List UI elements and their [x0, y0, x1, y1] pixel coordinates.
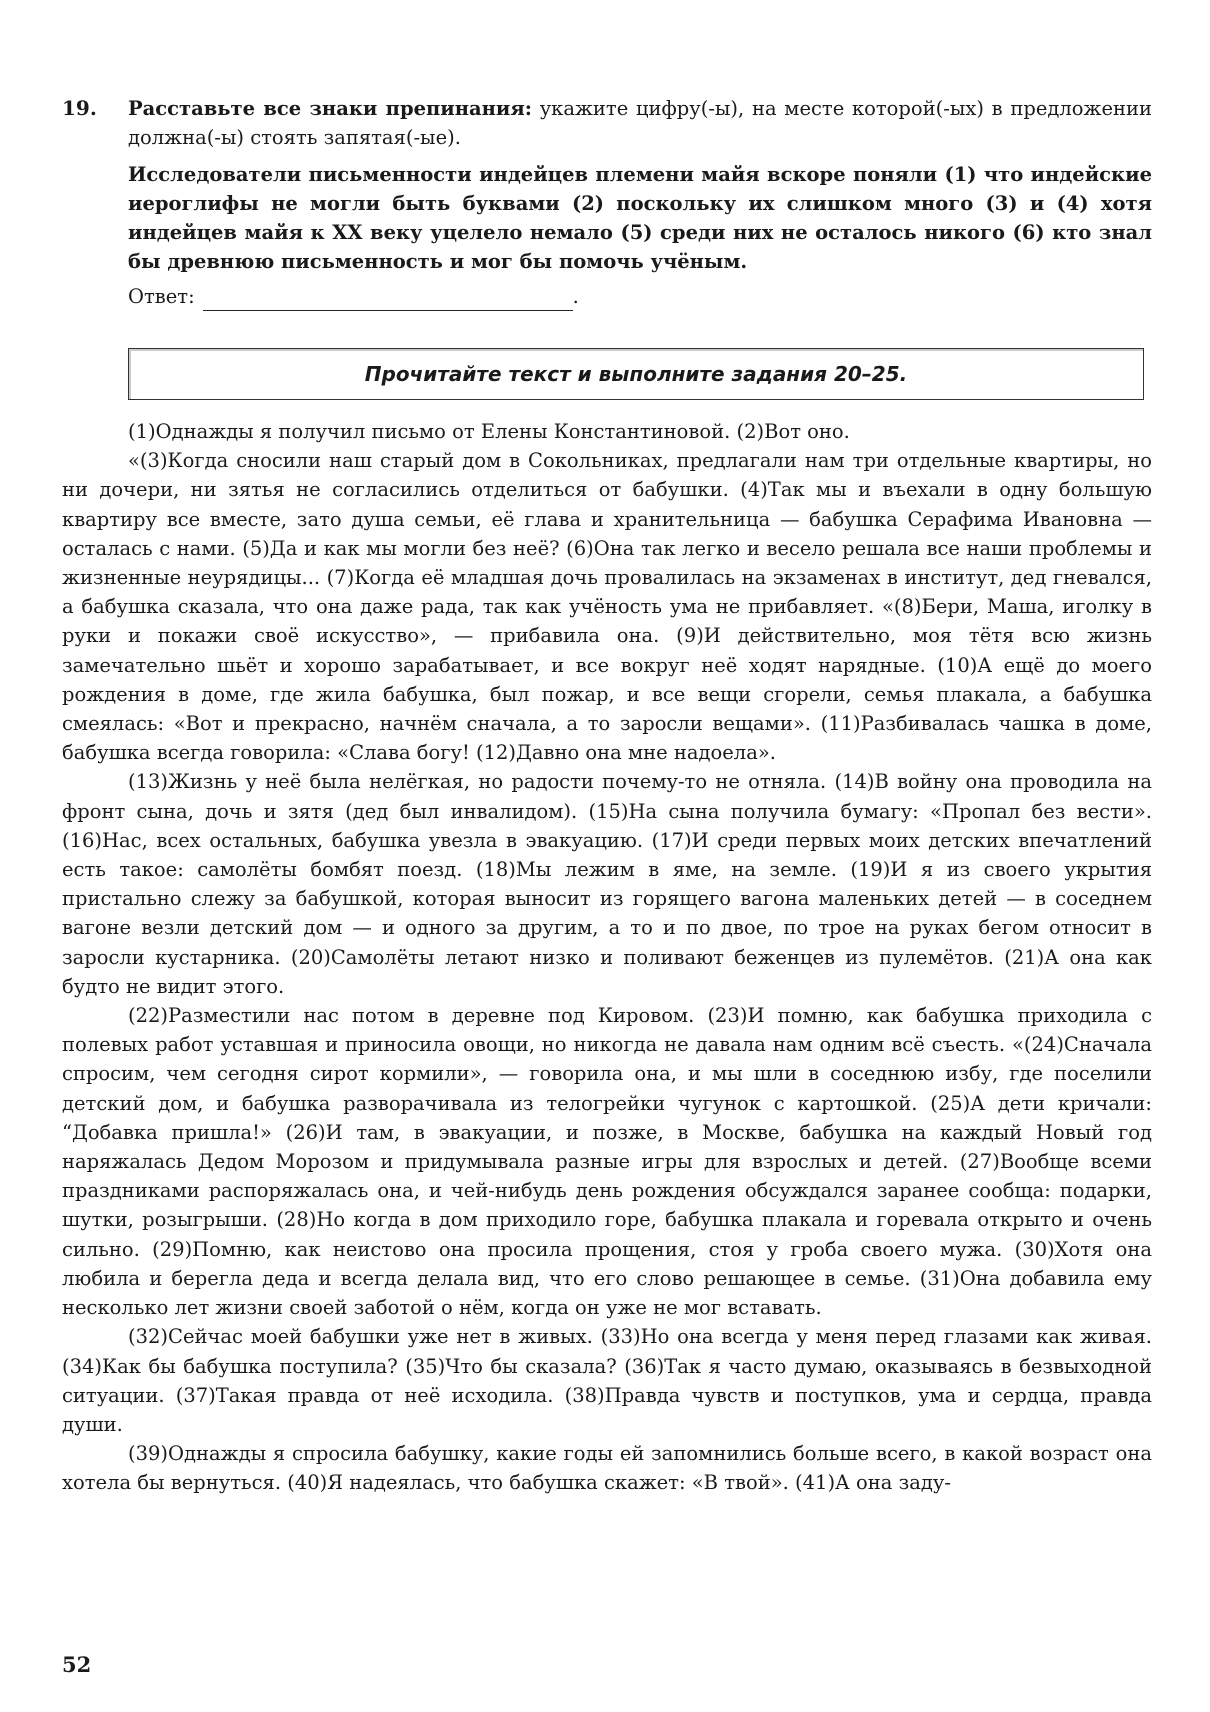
paragraph: (22)Разместили нас потом в деревне под Кировом. (23)И помню, как бабушка приходила с полевых работ уставшая и приносила овощи, но никогда не давала нам одним всё съесть. «(24)Сначала спросим, чем сегодня сирот кормили», — говорила она, и мы шли в соседнюю избу, где поселили детский дом, и бабушка разворачивала из телогрейки чугунок с картошкой. (25)А дети кричали: “Добавка пришла!» (26)И там, в эвакуации, и позже, в Москве, бабушка на каждый Новый год наряжалась Дедом Морозом и придумывала разные игры для взрослых и детей. (27)Вообще всеми праздниками распоряжалась она, и чей-нибудь день рождения обсуждался заранее сообща: подарки, шутки, розыгрыши. (28)Но когда в дом приходило горе, бабушка плакала и горевала открыто и очень сильно. (29)Помню, как неистово она просила прощения, стоя у гроба своего мужа. (30)Хотя она любила и берегла деда и всегда делала вид, что его слово решающее в семье. (31)Она добавила ему несколько лет жизни своей заботой о нём, когда он уже не мог вставать. — [62, 1004, 1152, 1320]
paragraph: (32)Сейчас моей бабушки уже нет в живых. (33)Но она всегда у меня перед глазами как живая. (34)Как бы бабушка поступила? (35)Что бы сказала? (36)Так я часто думаю, оказываясь в безвыходной ситуации. (37)Такая правда от неё исходила. (38)Правда чувств и поступков, ума и сердца, правда души. — [62, 1325, 1152, 1436]
task-instruction-rest: укажите цифру(-ы), на месте которой(-ых) в предложении должна(-ы) стоять запятая(-ые). — [128, 97, 1152, 149]
task-number: 19. — [62, 96, 97, 120]
task-19 — [62, 94, 1152, 311]
paragraph: (13)Жизнь у неё была нелёгкая, но радости почему-то не отняла. (14)В войну она проводила на фронт сына, дочь и зятя (дед был инвалидом). (15)На сына получила бумагу: «Пропал без вести». (16)Нас, всех остальных, бабушка увезла в эвакуацию. (17)И среди первых моих детских впечатлений есть такое: самолёты бомбят поезд. (18)Мы лежим в яме, на земле. (19)И я из своего укрытия пристально слежу за бабушкой, которая выносит из горящего вагона маленьких детей — в соседнем вагоне везли детский дом — и одного за другим, а то и по двое, по трое на руках бегом относит в заросли кустарника. (20)Самолёты летают низко и поливают беженцев из пулемётов. (21)А она как будто не видит этого. — [62, 770, 1152, 998]
task-sentence: Исследователи письменности индейцев племени майя вскоре поняли (1) что индейские иероглифы не могли быть буквами (2) поскольку их слишком много (3) и (4) хотя индейцев майя к XX веку уцелело немало (5) среди них не осталось никого (6) кто знал бы древнюю письменность и мог бы помочь учёным. — [128, 163, 1152, 273]
section-banner — [128, 348, 1144, 400]
paragraph: (1)Однажды я получил письмо от Елены Константиновой. (2)Вот оно. — [128, 420, 850, 443]
task-instruction — [128, 94, 1152, 152]
reading-text — [62, 417, 1152, 1498]
paragraph: (39)Однажды я спросила бабушку, какие годы ей запомнились больше всего, в какой возраст она хотела бы вернуться. (40)Я надеялась, что бабушка скажет: «В твой». (41)А она заду- — [62, 1442, 1152, 1495]
page-number: 52 — [62, 1652, 92, 1677]
paragraph: «(3)Когда сносили наш старый дом в Сокольниках, предлагали нам три отдельные квартиры, но ни дочери, ни зятья не согласились отделиться от бабушки. (4)Так мы и въехали в одну большую квартиру все вместе, зато душа семьи, её глава и хранительница — бабушка Серафима Ивановна — осталась с нами. (5)Да и как мы могли без неё? (6)Она так легко и весело решала все наши проблемы и жизненные неурядицы... (7)Когда её младшая дочь провалилась на экзаменах в институт, дед гневался, а бабушка сказала, что она даже рада, так как учёность ума не прибавляет. «(8)Бери, Маша, иголку в руки и покажи своё искусство», — прибавила она. (9)И действительно, моя тётя всю жизнь замечательно шьёт и хорошо зарабатывает, и все вокруг неё ходят нарядные. (10)А ещё до моего рождения в доме, где жила бабушка, был пожар, и все вещи сгорели, семья плакала, а бабушка смеялась: «Вот и прекрасно, начнём сначала, а то заросли вещами». (11)Разбивалась чашка в доме, бабушка всегда говорила: «Слава богу! (12)Давно она мне надоела». — [62, 449, 1152, 765]
task-body — [128, 94, 1152, 311]
answer-end: . — [572, 285, 579, 308]
banner-text: Прочитайте текст и выполните задания 20–25. — [364, 362, 908, 386]
answer-line — [203, 290, 573, 311]
task-instruction-bold: Расставьте все знаки препинания: — [128, 97, 532, 120]
answer-row — [128, 282, 1152, 311]
answer-label: Ответ: — [128, 285, 195, 308]
